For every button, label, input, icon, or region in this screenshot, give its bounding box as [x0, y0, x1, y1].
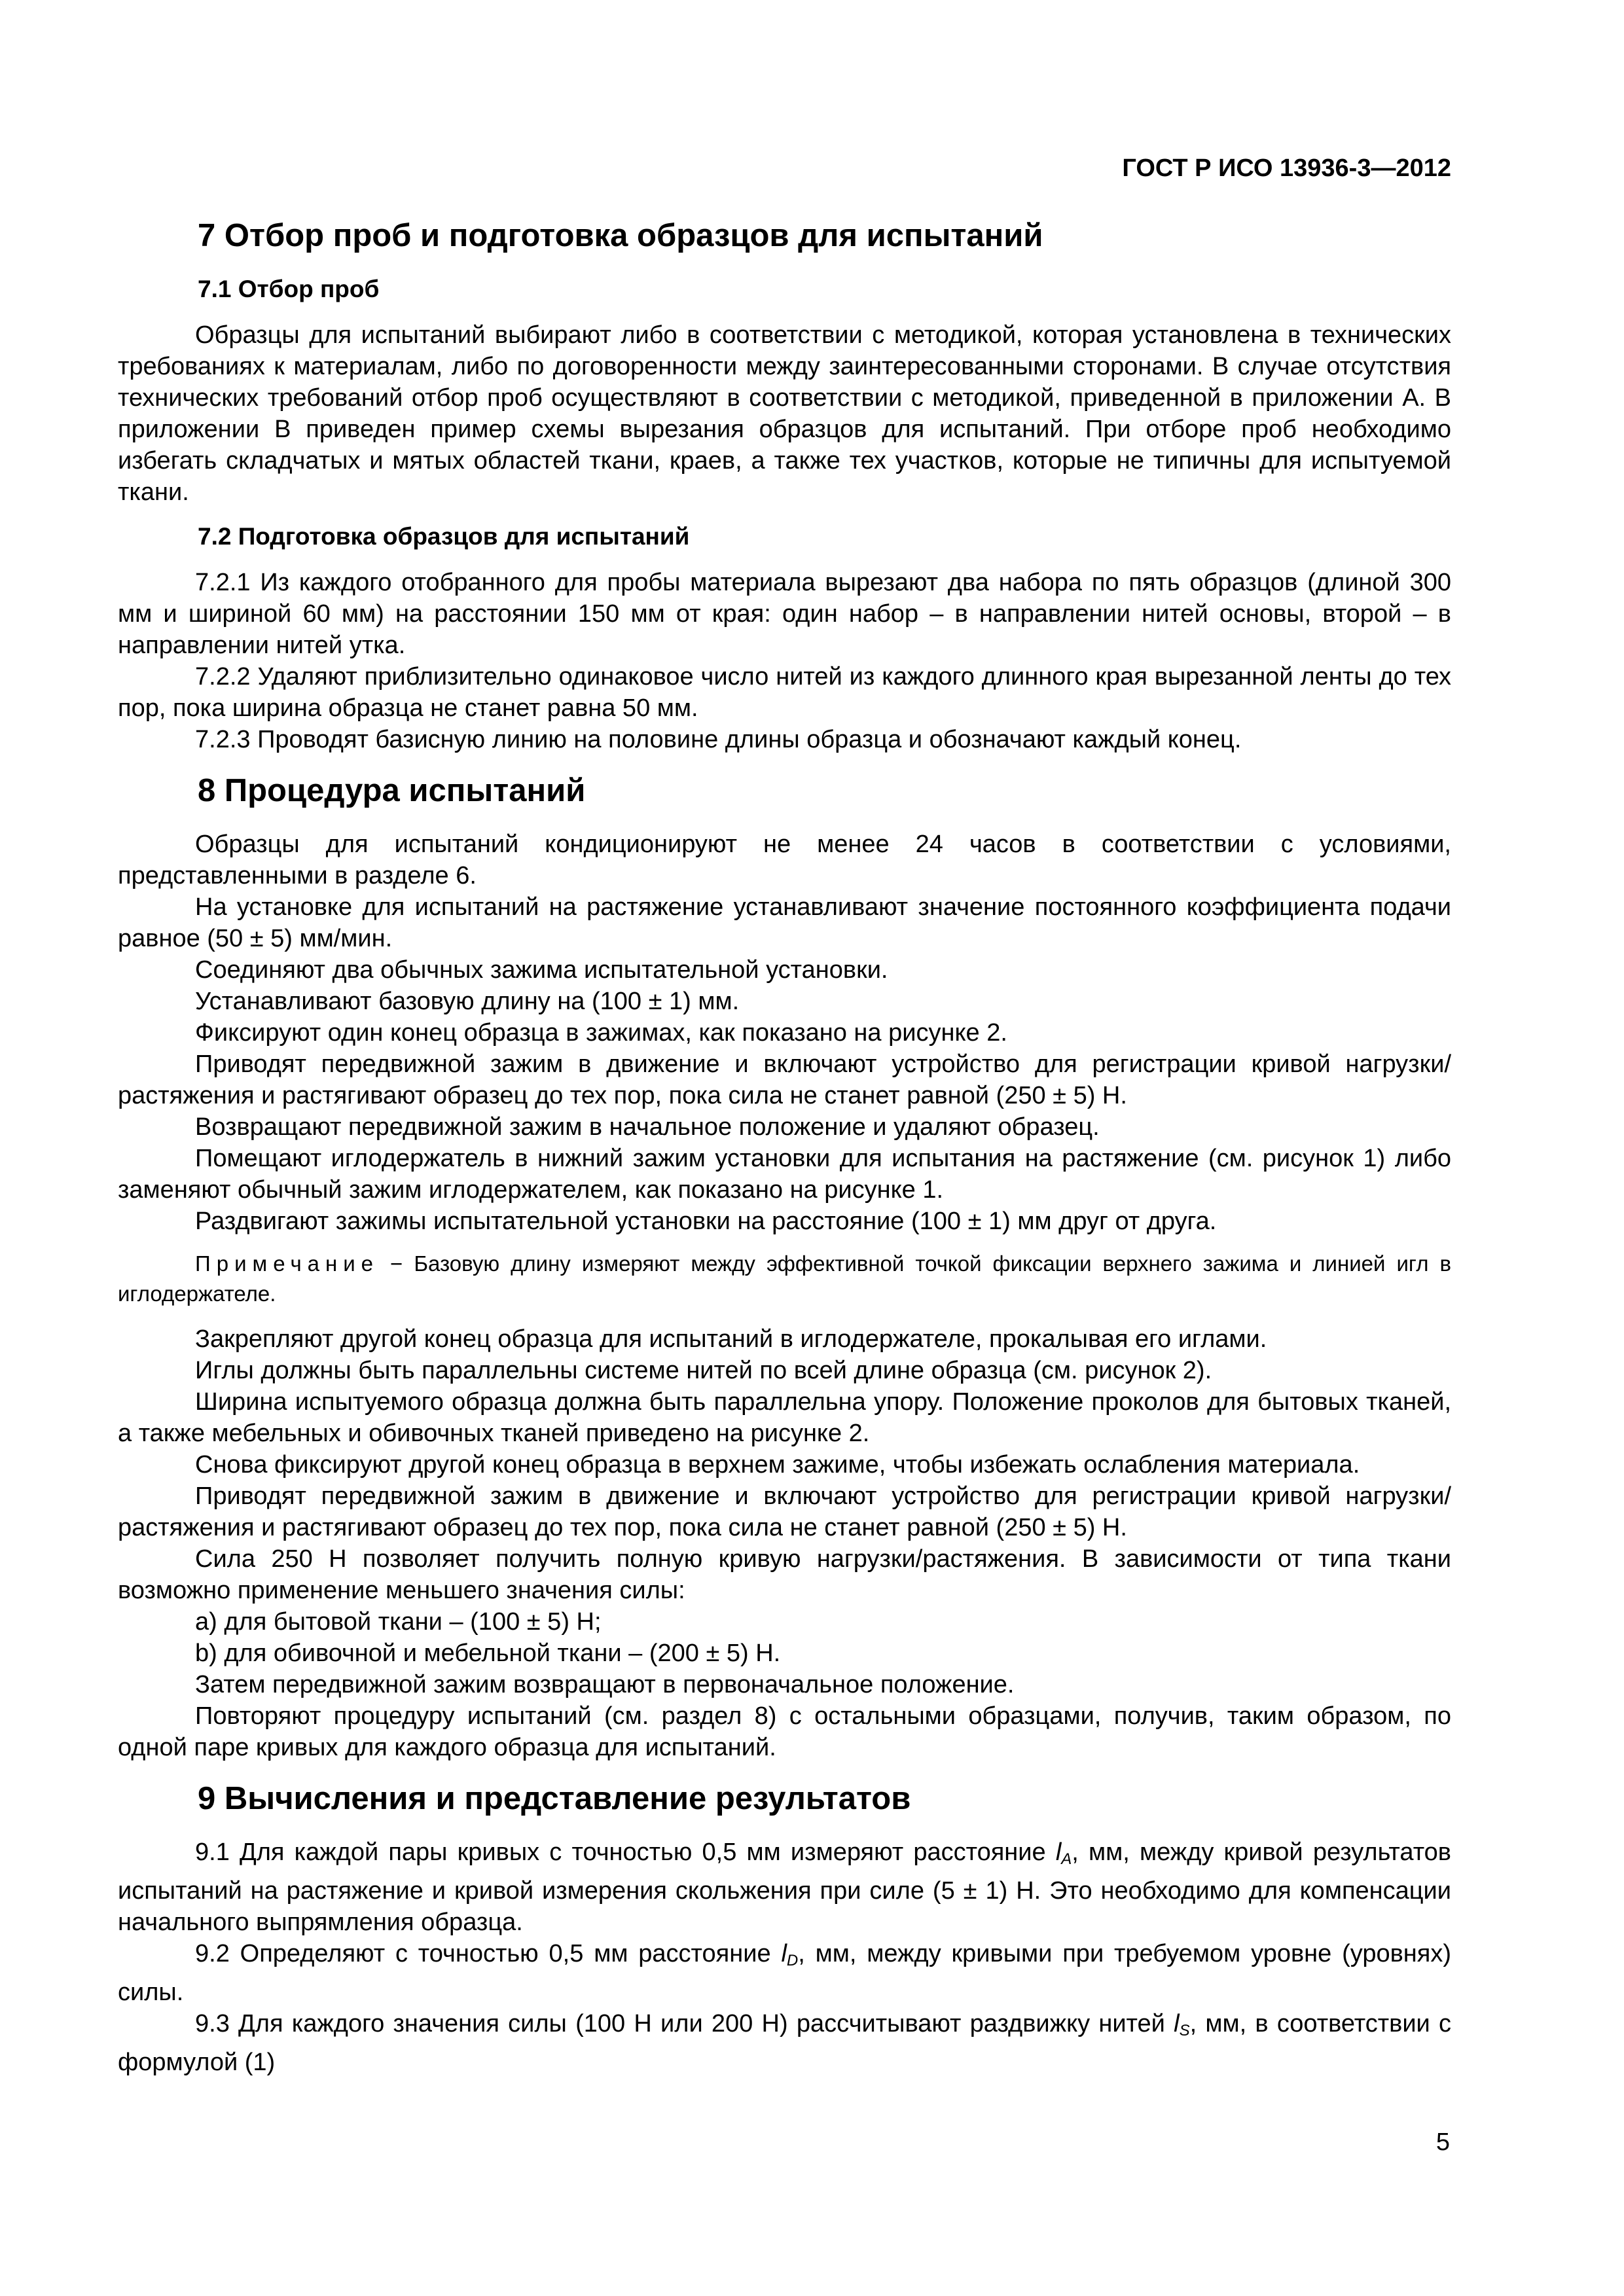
- paragraph-8-6: Приводят передвижной зажим в движение и включают устройство для регистрации кривой нагрузки/растяжения и растягивают образец до тех пор, пока сила не станет равной (250 ± 5) Н.: [118, 1050, 1451, 1109]
- paragraph-8-2: На установке для испытаний на растяжение устанавливают значение постоянного коэффициента подачи равное (50 ± 5) мм/мин.: [118, 893, 1451, 952]
- paragraph-9-2: [118, 1938, 1451, 2008]
- paragraph-8-18: Затем передвижной зажим возвращают в первоначальное положение.: [195, 1671, 1015, 1698]
- paragraph-7-2-3: 7.2.3 Проводят базисную линию на половине длины образца и обозначают каждый конец.: [195, 726, 1242, 753]
- paragraph-9-3-text: 9.3 Для каждого значения силы (100 Н или 200 Н) рассчитывают раздвижку нитей: [195, 2010, 1174, 2037]
- paragraph-9-1-text: 9.1 Для каждой пары кривых с точностью 0,5 мм измеряют расстояние: [195, 1839, 1056, 1866]
- section-8-title: 8 Процедура испытаний: [198, 773, 586, 808]
- paragraph-8-3: Соединяют два обычных зажима испытательной установки.: [195, 956, 888, 984]
- paragraph-9-1-text-end: , мм, между кривой результатов испытаний на растяжение и кривой измерения скольжения при силе (5 ± 1) Н. Это необходимо для компенсации начального выпрямления образца.: [118, 1839, 1451, 1936]
- paragraph-8-5: Фиксируют один конец образца в зажимах, как показано на рисунке 2.: [195, 1019, 1007, 1047]
- list-item-b: b) для обивочной и мебельной ткани – (200 ± 5) Н.: [195, 1640, 781, 1667]
- paragraph-8-13: Снова фиксируют другой конец образца в верхнем зажиме, чтобы избежать ослабления материала.: [195, 1451, 1360, 1479]
- paragraph-8-8: Помещают иглодержатель в нижний зажим установки для испытания на растяжение (см. рисунок 1) либо заменяют обычный зажим иглодержателем, как показано на рисунке 1.: [118, 1145, 1451, 1204]
- paragraph-7-2-2: 7.2.2 Удаляют приблизительно одинаковое число нитей из каждого длинного края вырезанной ленты до тех пор, пока ширина образца не станет равна 50 мм.: [118, 663, 1451, 722]
- subsection-7-1-title: 7.1 Отбор проб: [198, 276, 380, 302]
- paragraph-7-2-1: 7.2.1 Из каждого отобранного для пробы материала вырезают два набора по пять образцов (длиной 300 мм и шириной 60 мм) на расстоянии 150 мм от края: один набор – в направлении нитей основы, второй – в направлении нитей утка.: [118, 569, 1451, 659]
- paragraph-8-11: Иглы должны быть параллельны системе нитей по всей длине образца (см. рисунок 2).: [195, 1357, 1212, 1384]
- paragraph-9-1: [118, 1837, 1451, 1938]
- list-item-a: a) для бытовой ткани – (100 ± 5) Н;: [195, 1608, 602, 1636]
- note: [118, 1249, 1451, 1309]
- note-text: − Базовую длину измеряют между эффективной точкой фиксации верхнего зажима и линией игл в иглодержателе.: [118, 1251, 1451, 1306]
- symbol-l-d: l: [781, 1940, 787, 1967]
- subscript-d: D: [786, 1952, 799, 1969]
- section-7-title: 7 Отбор проб и подготовка образцов для испытаний: [198, 218, 1043, 253]
- symbol-l-s: l: [1174, 2010, 1180, 2037]
- paragraph-8-12: Ширина испытуемого образца должна быть параллельна упору. Положение проколов для бытовых тканей, а также мебельных и обивочных тканей приведено на рисунке 2.: [118, 1388, 1451, 1447]
- paragraph-8-9: Раздвигают зажимы испытательной установки на расстояние (100 ± 1) мм друг от друга.: [195, 1208, 1217, 1235]
- paragraph-9-3-text-end: , мм, в соответствии с формулой (1): [118, 2010, 1452, 2076]
- symbol-l-a: l: [1055, 1839, 1062, 1866]
- paragraph-9-2-text: 9.2 Определяют с точностью 0,5 мм расстояние: [195, 1940, 782, 1967]
- note-label: Примечание: [195, 1251, 380, 1276]
- paragraph-8-19: Повторяют процедуру испытаний (см. раздел 8) с остальными образцами, получив, таким образом, по одной паре кривых для каждого образца для испытаний.: [118, 1702, 1451, 1761]
- paragraph-8-14: Приводят передвижной зажим в движение и включают устройство для регистрации кривой нагрузки/растяжения и растягивают образец до тех пор, пока сила не станет равной (250 ± 5) Н.: [118, 1482, 1451, 1541]
- subsection-7-2-title: 7.2 Подготовка образцов для испытаний: [198, 523, 690, 550]
- subscript-s: S: [1179, 2022, 1190, 2039]
- paragraph-9-2-text-end: , мм, между кривыми при требуемом уровне (уровнях) силы.: [118, 1940, 1452, 2006]
- paragraph-8-10: Закрепляют другой конец образца для испытаний в иглодержателе, прокалывая его иглами.: [195, 1325, 1267, 1353]
- page-content: [118, 208, 1451, 2078]
- paragraph-7-1: Образцы для испытаний выбирают либо в соответствии с методикой, которая установлена в технических требованиях к материалам, либо по договоренности между заинтересованными сторонами. В случае отсутствия технических требований отбор проб осуществляют в соответствии с методикой, приведенной в приложении А. В приложении В приведен пример схемы вырезания образцов для испытаний. При отборе проб необходимо избегать складчатых и мятых областей ткани, краев, а также тех участков, которые не типичны для испытуемой ткани.: [118, 321, 1451, 506]
- section-9-title: 9 Вычисления и представление результатов: [198, 1781, 911, 1816]
- paragraph-9-3: [118, 2008, 1451, 2078]
- paragraph-8-7: Возвращают передвижной зажим в начальное положение и удаляют образец.: [195, 1113, 1100, 1141]
- document-code: ГОСТ Р ИСО 13936-3—2012: [1122, 154, 1451, 182]
- paragraph-8-1: Образцы для испытаний кондиционируют не менее 24 часов в соответствии с условиями, представленными в разделе 6.: [118, 831, 1451, 889]
- page-number: 5: [1435, 2128, 1450, 2156]
- subscript-a: A: [1061, 1850, 1072, 1868]
- paragraph-8-4: Устанавливают базовую длину на (100 ± 1) мм.: [195, 988, 740, 1015]
- paragraph-8-15: Сила 250 Н позволяет получить полную кривую нагрузки/растяжения. В зависимости от типа ткани возможно применение меньшего значения силы:: [118, 1545, 1451, 1604]
